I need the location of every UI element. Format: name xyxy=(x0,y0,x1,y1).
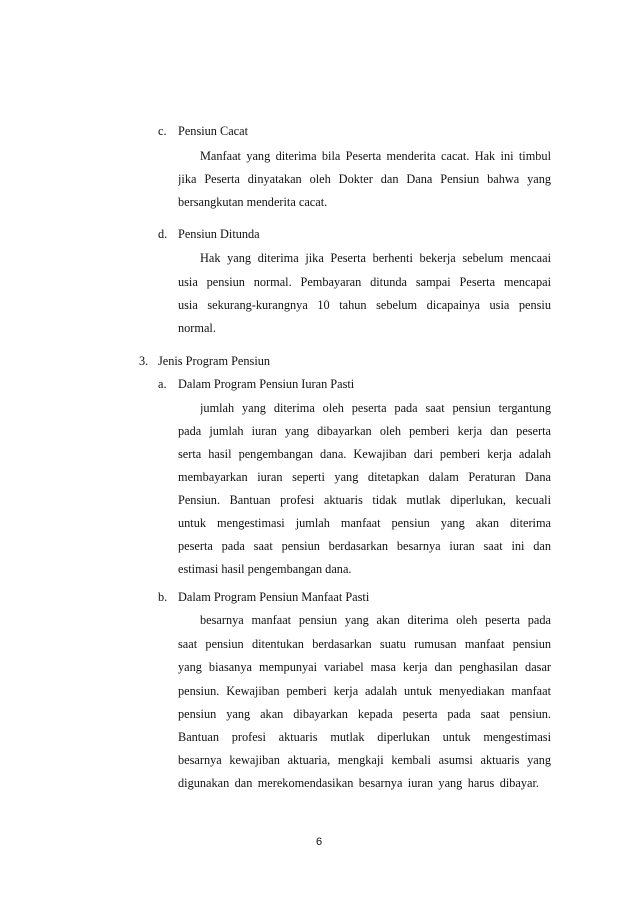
paragraph-line: pensiun yang akan dibayarkan kepada peserta pada saat pensiun. xyxy=(178,707,551,721)
paragraph-line: yang biasanya mempunyai variabel masa kerja dan penghasilan dasar xyxy=(178,660,551,674)
paragraph-line: pensiun. Kewajiban pemberi kerja adalah untuk menyediakan manfaat xyxy=(178,684,551,698)
list-marker-3: 3. xyxy=(139,354,149,368)
paragraph-line: digunakan dan merekomendasikan besarnya iuran yang harus dibayar. xyxy=(178,776,539,790)
paragraph-line: pada jumlah iuran yang dibayarkan oleh pemberi kerja dan peserta xyxy=(178,424,551,438)
heading-jenis-program-pensiun: Jenis Program Pensiun xyxy=(158,354,271,368)
paragraph-line: usia sekurang-kurangnya 10 tahun sebelum dicapainya usia pensiu xyxy=(178,298,551,312)
heading-pensiun-cacat: Pensiun Cacat xyxy=(178,124,249,138)
paragraph-line: untuk mengestimasi jumlah manfaat pensiun yang akan diterima xyxy=(178,516,551,530)
heading-iuran-pasti: Dalam Program Pensiun Iuran Pasti xyxy=(178,377,355,391)
paragraph-line: Pensiun. Bantuan profesi aktuaris tidak mutlak diperlukan, kecuali xyxy=(178,493,551,507)
list-marker-a: a. xyxy=(158,377,167,391)
paragraph-line: jumlah yang diterima oleh peserta pada saat pensiun tergantung xyxy=(200,401,551,415)
paragraph-line: Manfaat yang diterima bila Peserta menderita cacat. Hak ini timbul xyxy=(200,149,551,163)
paragraph-line: jika Peserta dinyatakan oleh Dokter dan Dana Pensiun bahwa yang xyxy=(178,172,551,186)
list-marker-b: b. xyxy=(158,590,168,604)
paragraph-line: bersangkutan menderita cacat. xyxy=(178,195,328,209)
paragraph-line: normal. xyxy=(178,321,216,335)
paragraph-line: saat pensiun ditentukan berdasarkan suatu rumusan manfaat pensiun xyxy=(178,637,551,651)
paragraph-line: estimasi hasil pengembangan dana. xyxy=(178,562,352,576)
heading-pensiun-ditunda: Pensiun Ditunda xyxy=(178,227,260,241)
list-marker-c: c. xyxy=(158,124,167,138)
list-marker-d: d. xyxy=(158,227,168,241)
paragraph-line: peserta pada saat pensiun berdasarkan besarnya iuran saat ini dan xyxy=(178,539,551,553)
paragraph-line: Hak yang diterima jika Peserta berhenti bekerja sebelum mencaai xyxy=(200,251,551,265)
heading-manfaat-pasti: Dalam Program Pensiun Manfaat Pasti xyxy=(178,590,370,604)
paragraph-line: usia pensiun normal. Pembayaran ditunda sampai Peserta mencapai xyxy=(178,275,551,289)
paragraph-line: membayarkan iuran seperti yang ditetapkan dalam Peraturan Dana xyxy=(178,470,551,484)
paragraph-line: Bantuan profesi aktuaris mutlak diperlukan untuk mengestimasi xyxy=(178,730,551,744)
paragraph-line: besarnya manfaat pensiun yang akan diterima oleh peserta pada xyxy=(200,613,551,627)
page-number: 6 xyxy=(315,836,323,848)
paragraph-line: serta hasil pengembangan dana. Kewajiban dari pemberi kerja adalah xyxy=(178,447,551,461)
paragraph-line: besarnya kewajiban aktuaria, mengkaji kembali asumsi aktuaris yang xyxy=(178,753,551,767)
